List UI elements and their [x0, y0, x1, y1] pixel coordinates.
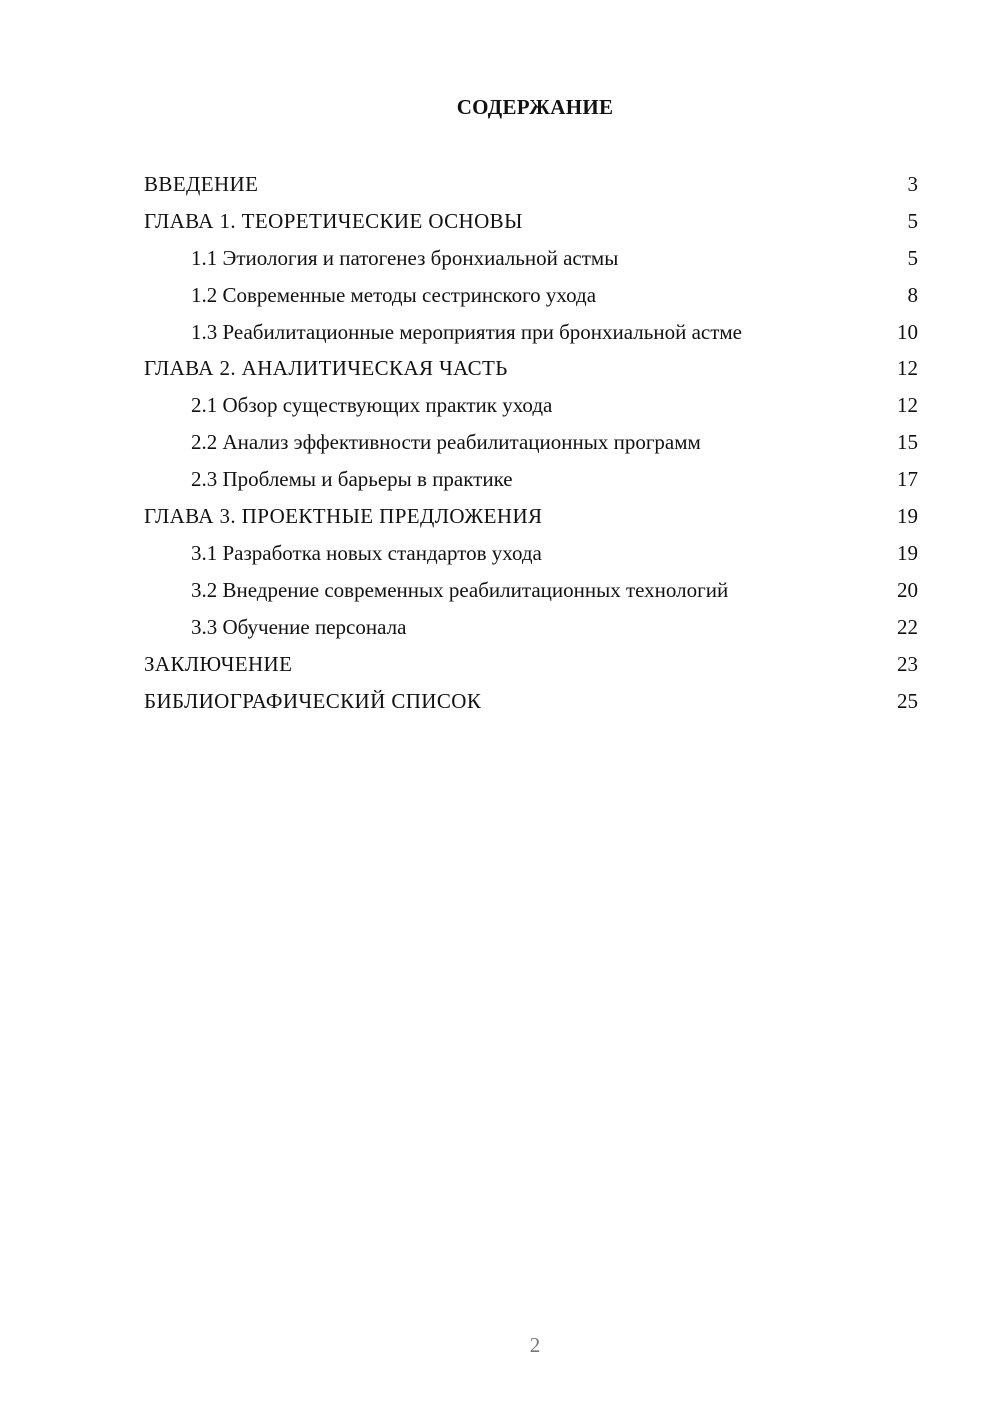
toc-entry-label: 3.3 Обучение персонала [191, 615, 407, 639]
toc-entry-page: 15 [897, 430, 918, 454]
toc-entry-label: 3.2 Внедрение современных реабилитационных технологий [191, 578, 729, 602]
toc-entry-label: ГЛАВА 3. ПРОЕКТНЫЕ ПРЕДЛОЖЕНИЯ [144, 504, 543, 528]
toc-entry-page: 5 [907, 209, 918, 233]
toc-entry-section-3-1[interactable] [144, 535, 918, 572]
toc-entry-label: 2.2 Анализ эффективности реабилитационных программ [191, 430, 701, 454]
table-of-contents [144, 166, 918, 720]
toc-entry-page: 3 [907, 172, 918, 196]
toc-entry-section-2-2[interactable] [144, 424, 918, 461]
toc-entry-label: 2.3 Проблемы и барьеры в практике [191, 467, 513, 491]
toc-entry-section-1-3[interactable] [144, 314, 918, 350]
toc-entry-section-1-1[interactable] [144, 240, 918, 277]
toc-entry-section-2-1[interactable] [144, 387, 918, 424]
toc-entry-page: 20 [897, 578, 918, 602]
toc-entry-page: 5 [907, 246, 918, 270]
toc-entry-section-3-2[interactable] [144, 572, 918, 609]
page-number: 2 [529, 1333, 541, 1357]
toc-entry-label: 1.3 Реабилитационные мероприятия при бронхиальной астме [191, 320, 743, 344]
toc-entry-page: 19 [897, 504, 918, 528]
toc-entry-page: 22 [897, 615, 918, 639]
toc-entry-page: 12 [897, 393, 918, 417]
toc-entry-label: ЗАКЛЮЧЕНИЕ [144, 652, 293, 676]
toc-entry-page: 19 [897, 541, 918, 565]
toc-entry-bibliography[interactable] [144, 683, 918, 720]
toc-entry-page: 12 [897, 356, 918, 380]
toc-entry-section-1-2[interactable] [144, 277, 918, 314]
toc-entry-section-3-3[interactable] [144, 609, 918, 646]
toc-entry-label: 1.1 Этиология и патогенез бронхиальной астмы [191, 246, 619, 270]
page-title: СОДЕРЖАНИЕ [456, 95, 614, 119]
toc-entry-label: 3.1 Разработка новых стандартов ухода [191, 541, 542, 565]
toc-entry-introduction[interactable] [144, 166, 918, 203]
toc-entry-page: 25 [897, 689, 918, 713]
toc-entry-page: 8 [907, 283, 918, 307]
toc-entry-conclusion[interactable] [144, 646, 918, 683]
toc-entry-section-2-3[interactable] [144, 461, 918, 498]
toc-entry-chapter-3[interactable] [144, 498, 918, 535]
toc-entry-page: 23 [897, 652, 918, 676]
toc-entry-page: 10 [897, 320, 918, 344]
toc-entry-page: 17 [897, 467, 918, 491]
toc-entry-label: 2.1 Обзор существующих практик ухода [191, 393, 553, 417]
toc-entry-chapter-2[interactable] [144, 350, 918, 387]
toc-entry-label: ВВЕДЕНИЕ [144, 172, 259, 196]
toc-entry-label: ГЛАВА 1. ТЕОРЕТИЧЕСКИЕ ОСНОВЫ [144, 209, 523, 233]
toc-entry-label: 1.2 Современные методы сестринского ухода [191, 283, 597, 307]
toc-entry-label: ГЛАВА 2. АНАЛИТИЧЕСКАЯ ЧАСТЬ [144, 356, 508, 380]
toc-entry-chapter-1[interactable] [144, 203, 918, 240]
toc-entry-label: БИБЛИОГРАФИЧЕСКИЙ СПИСОК [144, 689, 482, 713]
